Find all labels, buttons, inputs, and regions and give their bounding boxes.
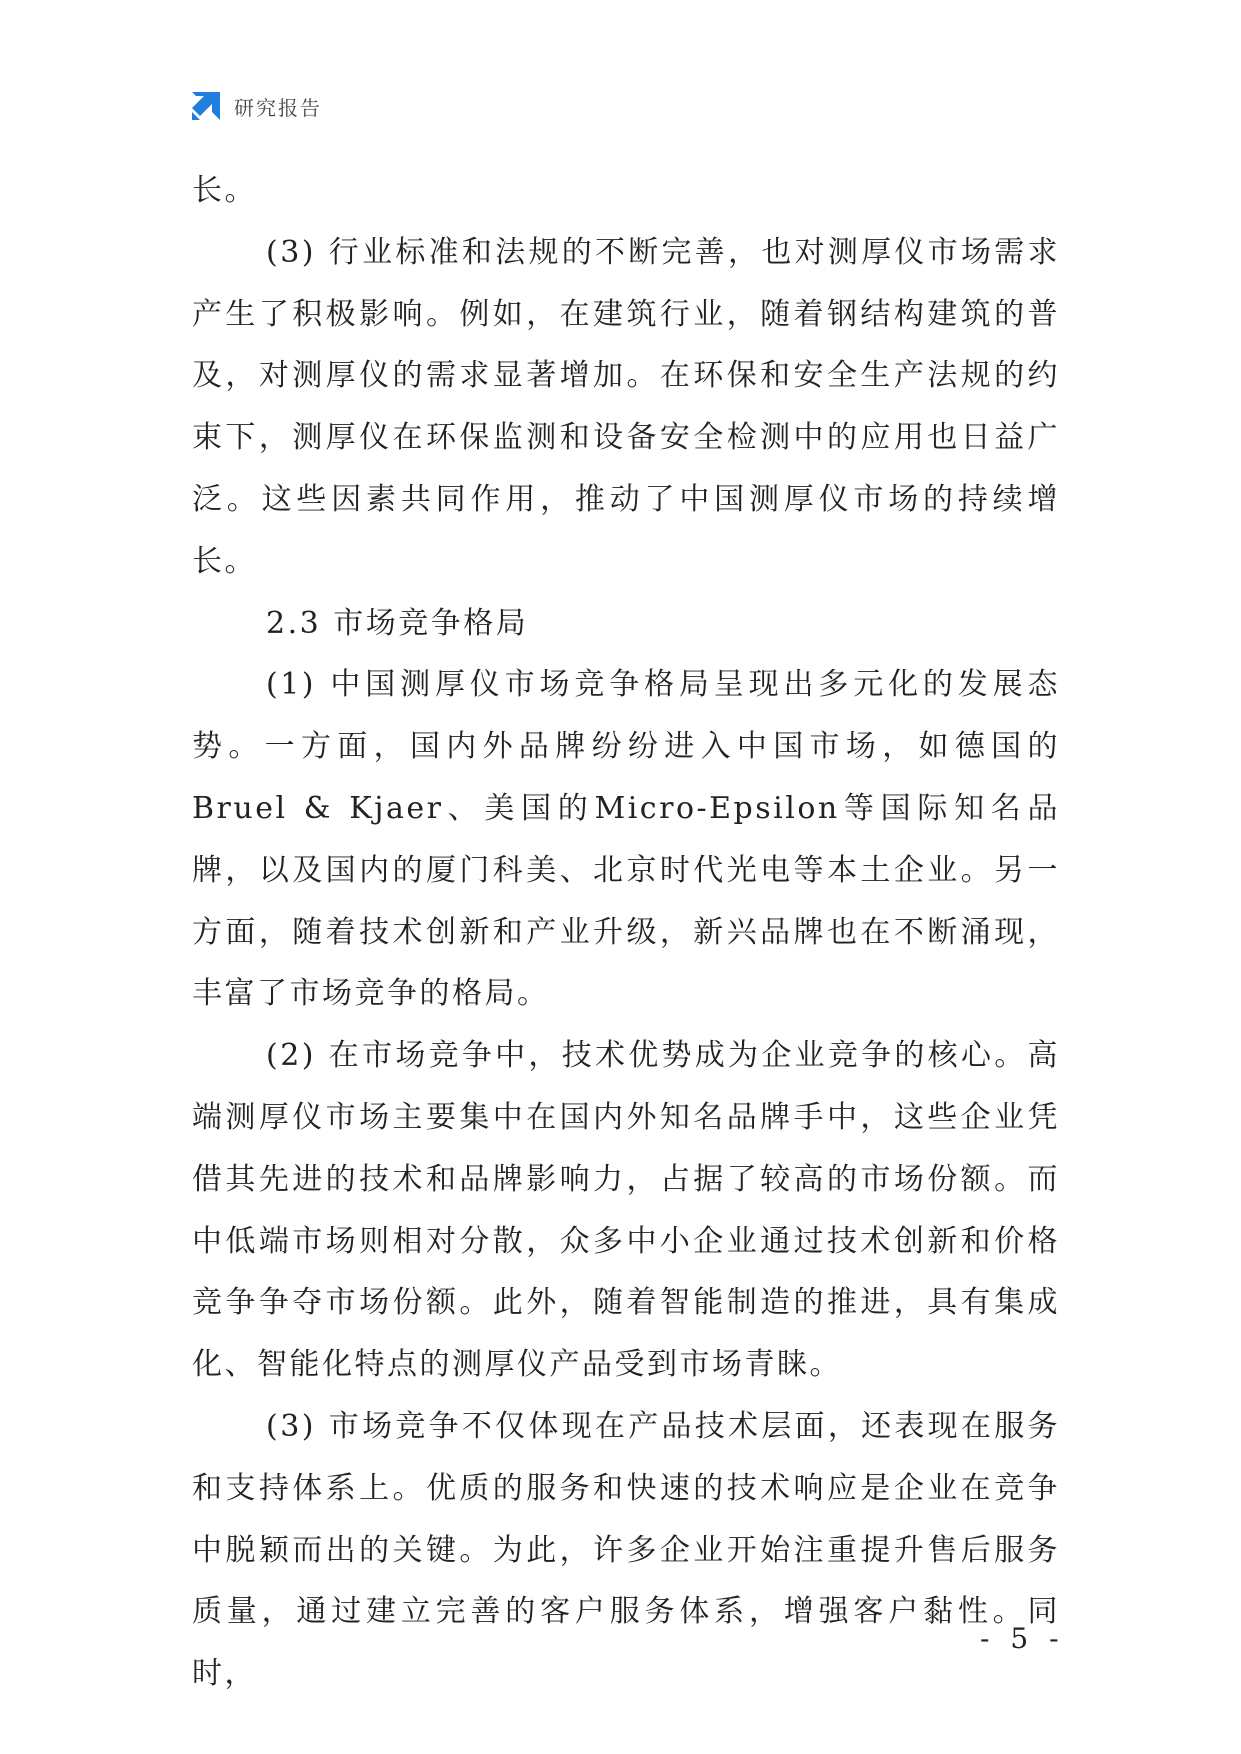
- paragraph: (1) 中国测厚仪市场竞争格局呈现出多元化的发展态势。一方面，国内外品牌纷纷进入中国市场，如德国的Bruel & Kjaer、美国的Micro-Epsilon等国际知名品牌，以及国内的厦门科美、北京时代光电等本土企业。另一方面，随着技术创新和产业升级，新兴品牌也在不断涌现，丰富了市场竞争的格局。: [192, 667, 1060, 1012]
- paragraph-continuation: 长。: [192, 173, 257, 208]
- page-number: - 5 -: [980, 1622, 1065, 1655]
- header-title: 研究报告: [234, 95, 322, 120]
- arrow-up-right-icon: [190, 90, 222, 122]
- paragraph: (3) 市场竞争不仅体现在产品技术层面，还表现在服务和支持体系上。优质的服务和快速的技术响应是企业在竞争中脱颖而出的关键。为此，许多企业开始注重提升售后服务质量，通过建立完善的客户服务体系，增强客户黏性。同时，: [192, 1408, 1060, 1692]
- document-body: [192, 160, 1060, 1705]
- document-header: [190, 88, 322, 124]
- paragraph: (2) 在市场竞争中，技术优势成为企业竞争的核心。高端测厚仪市场主要集中在国内外知名品牌手中，这些企业凭借其先进的技术和品牌影响力，占据了较高的市场份额。而中低端市场则相对分散，众多中小企业通过技术创新和价格竞争争夺市场份额。此外，随着智能制造的推进，具有集成化、智能化特点的测厚仪产品受到市场青睐。: [192, 1038, 1060, 1383]
- paragraph: (3) 行业标准和法规的不断完善，也对测厚仪市场需求产生了积极影响。例如，在建筑行业，随着钢结构建筑的普及，对测厚仪的需求显著增加。在环保和安全生产法规的约束下，测厚仪在环保监测和设备安全检测中的应用也日益广泛。这些因素共同作用，推动了中国测厚仪市场的持续增长。: [192, 234, 1060, 579]
- section-heading: 2.3 市场竞争格局: [266, 605, 529, 641]
